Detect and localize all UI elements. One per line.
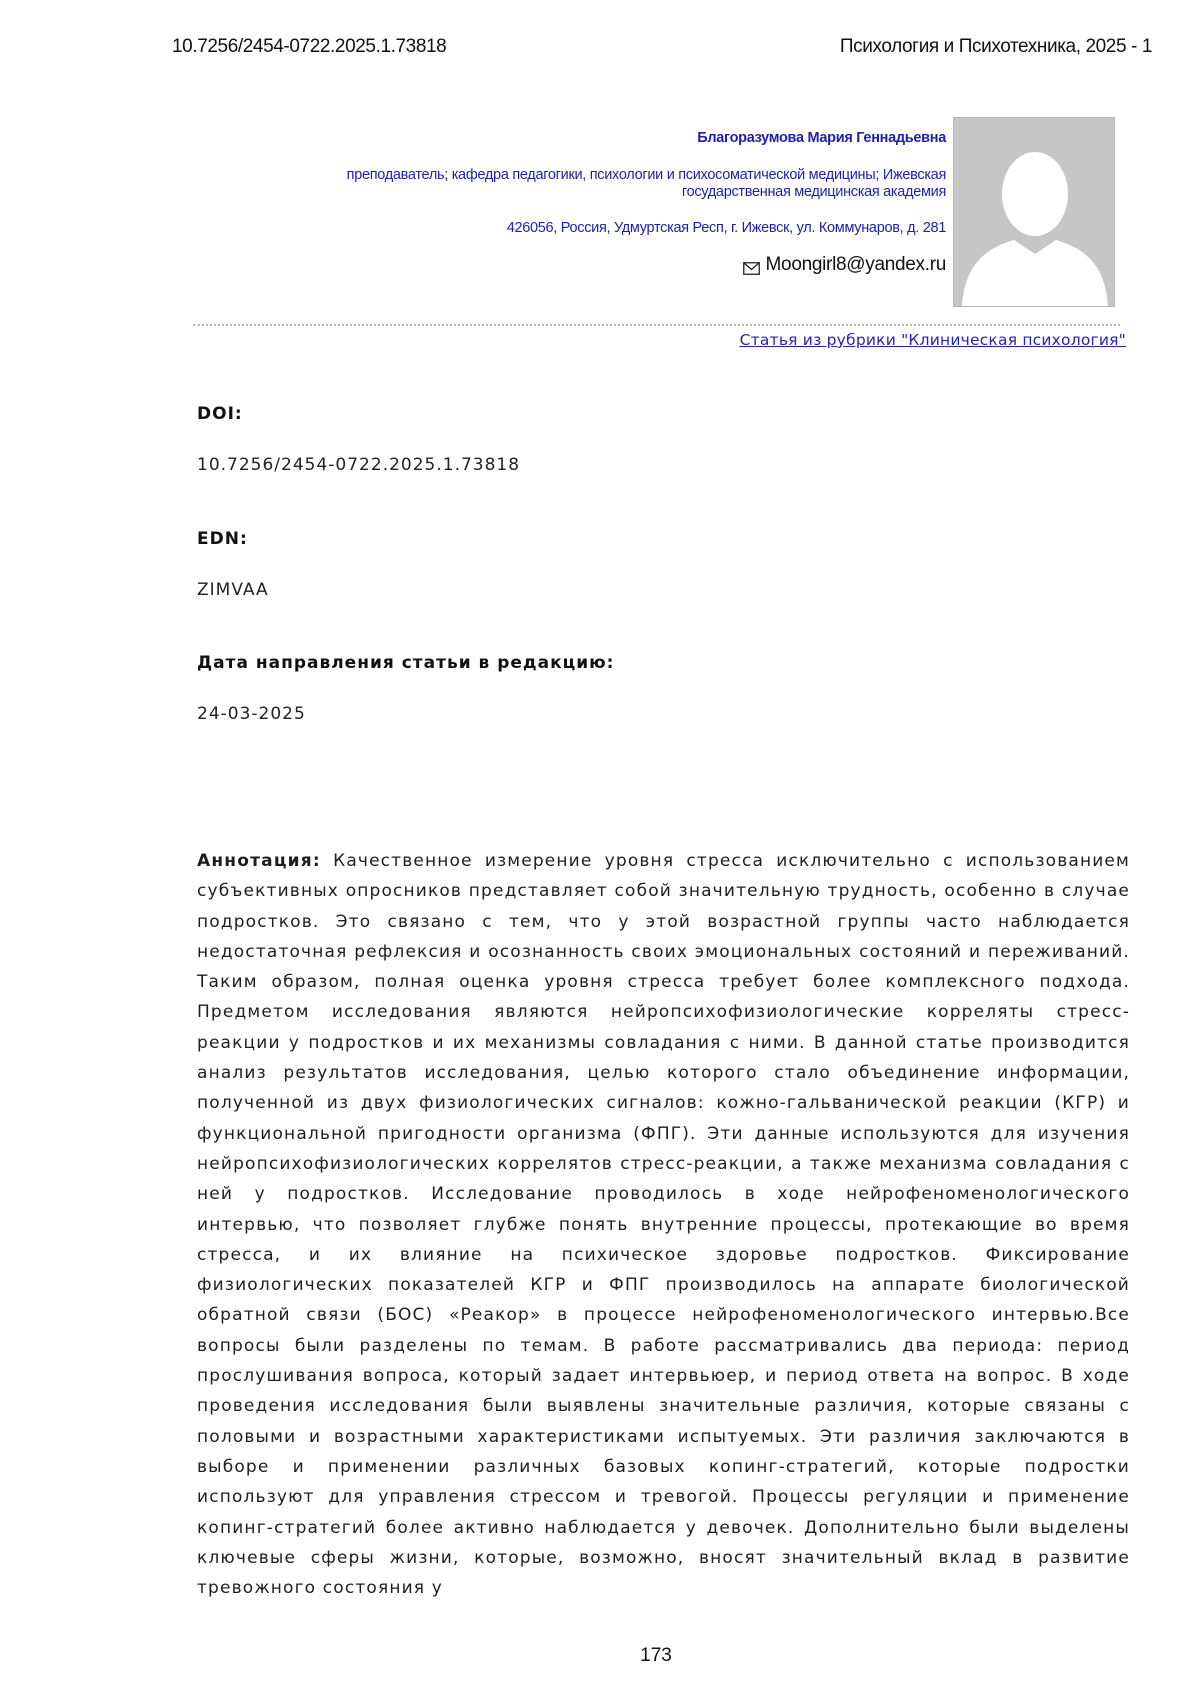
header-doi: 10.7256/2454-0722.2025.1.73818 <box>172 36 446 58</box>
author-email-text[interactable]: Moongirl8@yandex.ru <box>766 254 946 276</box>
edn-label: EDN: <box>197 529 248 549</box>
author-name: Благоразумова Мария Геннадьевна <box>246 130 946 146</box>
abstract-text: Качественное измерение уровня стресса исключительно с использованием субъективных опросников представляет собой значительную трудность, особенно в случае подростков. Это связано с тем, что у этой возрастной группы часто наблюдается недостаточная рефлексия и осознанность своих эмоциональных состояний и переживаний. Таким образом, полная оценка уровня стресса требует более комплексного подхода. Предметом исследования являются нейропсихофизиологические корреляты стресс-реакции у подростков и их механизмы совладания с ними. В данной статье производится анализ результатов исследования, целью которого стало объединение информации, полученной из двух физиологических сигналов: кожно-гальванической реакции (КГР) и функциональной пригодности организма (ФПГ). Эти данные используются для изучения нейропсихофизиологических коррелятов стресс-реакции, а также механизма совладания с ней у подростков. Исследование проводилось в ходе нейрофеноменологического интервью, что позволяет глубже понять внутренние процессы, протекающие во время стресса, и их влияние на психическое здоровье подростков. Фиксирование физиологических показателей КГР и ФПГ производилось на аппарате биологической обратной связи (БОС) «Реакор» в процессе нейрофеноменологического интервью.Все вопросы были разделены по темам. В работе рассматривались два периода: период прослушивания вопроса, который задает интервьюер, и период ответа на вопрос. В ходе проведения исследования были выявлены значительные различия, которые связаны с половыми и возрастными характеристиками испытуемых. Эти различия заключаются в выборе и применении различных базовых копинг-стратегий, которые подростки используют для управления стрессом и тревогой. Процессы регуляции и применение копинг-стратегий более активно наблюдается у девочек. Дополнительно были выделены ключевые сферы жизни, которые, возможно, вносят значительный вклад в развитие тревожного состояния у <box>197 851 1130 1598</box>
header-journal: Психология и Психотехника, 2025 - 1 <box>840 36 1152 58</box>
submission-date-label: Дата направления статьи в редакцию: <box>197 653 614 673</box>
author-photo <box>953 117 1115 307</box>
doi-label: DOI: <box>197 404 243 424</box>
edn-value: ZIMVAA <box>197 580 269 600</box>
envelope-icon <box>743 259 760 272</box>
author-position: преподаватель; кафедра педагогики, психологии и психосоматической медицины; Ижевская государственная медицинская академия <box>246 167 946 201</box>
doi-value: 10.7256/2454-0722.2025.1.73818 <box>197 455 520 475</box>
abstract <box>197 846 1130 1603</box>
page-number: 173 <box>0 1645 1200 1667</box>
author-block <box>246 130 946 276</box>
avatar-silhouette-icon <box>954 118 1115 307</box>
rubric-link[interactable]: Статья из рубрики "Клиническая психология" <box>740 331 1126 349</box>
author-address: 426056, Россия, Удмуртская Респ, г. Ижевск, ул. Коммунаров, д. 281 <box>246 220 946 236</box>
author-email[interactable] <box>246 254 946 276</box>
abstract-label: Аннотация: <box>197 851 321 871</box>
divider <box>193 324 1120 326</box>
submission-date-value: 24-03-2025 <box>197 704 306 724</box>
